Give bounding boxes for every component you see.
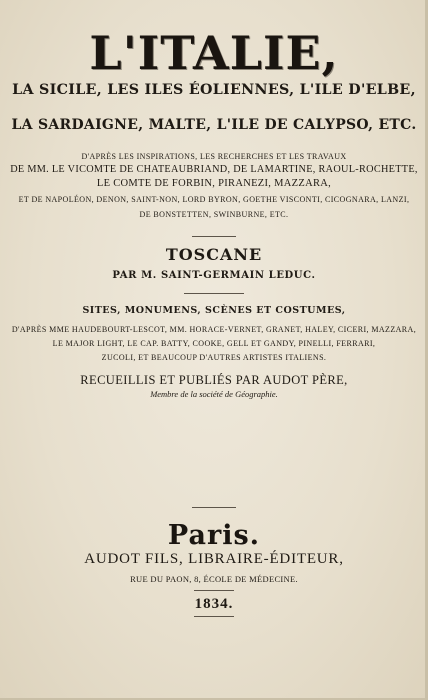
- divider-rule: [192, 236, 236, 237]
- divider-rule: [184, 293, 244, 294]
- section-title: TOSCANE: [165, 245, 263, 264]
- sources-line-1: D'APRÈS LES INSPIRATIONS, LES RECHERCHES ET LES TRAVAUX: [81, 152, 347, 161]
- subtitle-regions-1: LA SICILE, LES ILES ÉOLIENNES, L'ILE D'ELBE,: [12, 82, 416, 98]
- publisher-name: AUDOT FILS, LIBRAIRE-ÉDITEUR,: [84, 551, 344, 567]
- sources-line-5: DE BONSTETTEN, SWINBURNE, ETC.: [139, 210, 289, 219]
- sites-line: SITES, MONUMENS, SCÈNES ET COSTUMES,: [82, 305, 346, 316]
- publisher-address: RUE DU PAON, 8, ÉCOLE DE MÉDECINE.: [130, 574, 298, 584]
- credits-line-3: ZUCOLI, ET BEAUCOUP D'AUTRES ARTISTES ITALIENS.: [101, 353, 327, 362]
- sources-line-2: DE MM. LE VICOMTE DE CHATEAUBRIAND, DE LAMARTINE, RAOUL-ROCHETTE,: [10, 164, 418, 175]
- author-line: PAR M. SAINT-GERMAIN LEDUC.: [112, 270, 316, 281]
- credits-line-1: D'APRÈS MME HAUDEBOURT-LESCOT, MM. HORACE-VERNET, GRANET, HALEY, CICERI, MAZZARA,: [11, 325, 417, 334]
- divider-rule: [192, 507, 236, 508]
- credits-line-2: LE MAJOR LIGHT, LE CAP. BATTY, COOKE, GELL ET GANDY, PINELLI, FERRARI,: [52, 339, 376, 348]
- recueillis-line: RECUEILLIS ET PUBLIÉS PAR AUDOT PÈRE,: [80, 373, 348, 387]
- book-title: L'ITALIE,: [89, 26, 339, 80]
- sources-line-4: ET DE NAPOLÉON, DENON, SAINT-NON, LORD BYRON, GOETHE VISCONTI, CICOGNARA, LANZI,: [18, 195, 410, 204]
- sources-line-3: LE COMTE DE FORBIN, PIRANEZI, MAZZARA,: [96, 178, 332, 189]
- publication-year: 1834.: [194, 596, 234, 612]
- subtitle-regions-2: LA SARDAIGNE, MALTE, L'ILE DE CALYPSO, ETC.: [11, 117, 417, 133]
- divider-rule: [194, 616, 234, 617]
- member-line: Membre de la société de Géographie.: [150, 389, 278, 399]
- divider-rule: [194, 590, 234, 591]
- imprint-city: Paris.: [167, 520, 261, 551]
